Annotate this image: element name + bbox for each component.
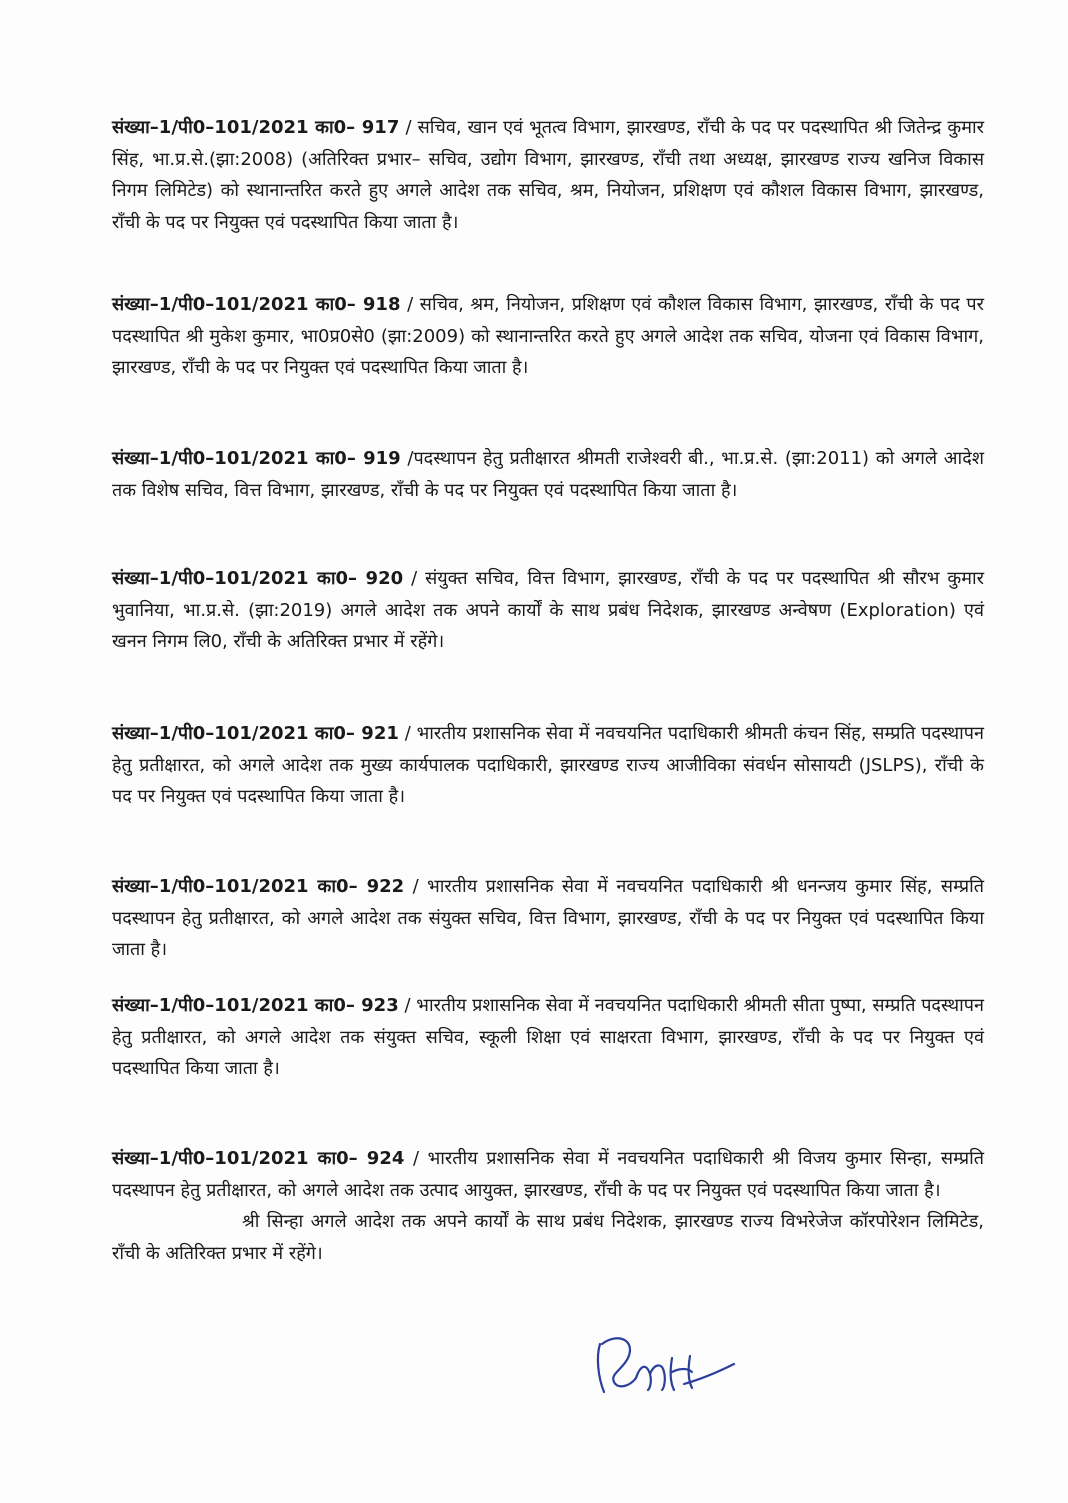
order-921 xyxy=(112,718,984,813)
order-919 xyxy=(112,443,984,506)
order-text: / भारतीय प्रशासनिक सेवा में नवचयनित पदाधिकारी श्री धनन्जय कुमार सिंह, सम्प्रति पदस्थापन हेतु प्रतीक्षारत, को अगले आदेश तक संयुक्त सचिव, वित्त विभाग, झारखण्ड, राँची के पद पर नियुक्त एवं पदस्थापित किया जाता है। xyxy=(112,876,984,960)
order-addendum: श्री सिन्हा अगले आदेश तक अपने कार्यों के साथ प्रबंध निदेशक, झारखण्ड राज्य विभरेजेज कॉरपोरेशन लिमिटेड, राँची के अतिरिक्त प्रभार में रहेंगे। xyxy=(112,1211,984,1264)
order-text: / संयुक्त सचिव, वित्त विभाग, झारखण्ड, राँची के पद पर पदस्थापित श्री सौरभ कुमार भुवानिया, भा.प्र.से. (झा:2019) अगले आदेश तक अपने कार्यों के साथ प्रबंध निदेशक, झारखण्ड अन्वेषण (Exploration) एवं खनन निगम लि0, राँची के अतिरिक्त प्रभार में रहेंगे। xyxy=(112,568,984,652)
order-reference: संख्या–1/पी0–101/2021 का0– 922 xyxy=(112,876,405,897)
order-text: / भारतीय प्रशासनिक सेवा में नवचयनित पदाधिकारी श्रीमती सीता पुष्पा, सम्प्रति पदस्थापन हेतु प्रतीक्षारत, को अगले आदेश तक संयुक्त सचिव, स्कूली शिक्षा एवं साक्षरता विभाग, झारखण्ड, राँची के पद पर नियुक्त एवं पदस्थापित किया जाता है। xyxy=(112,995,985,1079)
handwritten-signature xyxy=(588,1322,748,1402)
order-text: /पदस्थापन हेतु प्रतीक्षारत श्रीमती राजेश्वरी बी., भा.प्र.से. (झा:2011) को अगले आदेश तक विशेष सचिव, वित्त विभाग, झारखण्ड, राँची के पद पर नियुक्त एवं पदस्थापित किया जाता है। xyxy=(112,448,984,501)
order-923 xyxy=(112,990,984,1085)
order-reference: संख्या–1/पी0–101/2021 का0– 919 xyxy=(112,448,401,469)
order-text: / भारतीय प्रशासनिक सेवा में नवचयनित पदाधिकारी श्रीमती कंचन सिंह, सम्प्रति पदस्थापन हेतु प्रतीक्षारत, को अगले आदेश तक मुख्य कार्यपालक पदाधिकारी, झारखण्ड राज्य आजीविका संवर्धन सोसायटी (JSLPS), राँची के पद पर नियुक्त एवं पदस्थापित किया जाता है। xyxy=(112,723,984,807)
order-922 xyxy=(112,871,984,966)
order-reference: संख्या–1/पी0–101/2021 का0– 923 xyxy=(112,995,399,1016)
order-text: / सचिव, श्रम, नियोजन, प्रशिक्षण एवं कौशल विकास विभाग, झारखण्ड, राँची के पद पर पदस्थापित श्री मुकेश कुमार, भा0प्र0से0 (झा:2009) को स्थानान्तरित करते हुए अगले आदेश तक सचिव, योजना एवं विकास विभाग, झारखण्ड, राँची के पद पर नियुक्त एवं पदस्थापित किया जाता है। xyxy=(112,294,984,378)
order-917 xyxy=(112,112,984,238)
order-text: / भारतीय प्रशासनिक सेवा में नवचयनित पदाधिकारी श्री विजय कुमार सिन्हा, सम्प्रति पदस्थापन हेतु प्रतीक्षारत, को अगले आदेश तक उत्पाद आयुक्त, झारखण्ड, राँची के पद पर नियुक्त एवं पदस्थापित किया जाता है। xyxy=(112,1148,984,1201)
order-reference: संख्या–1/पी0–101/2021 का0– 920 xyxy=(112,568,404,589)
order-reference: संख्या–1/पी0–101/2021 का0– 917 xyxy=(112,117,400,138)
order-920 xyxy=(112,563,984,658)
order-924 xyxy=(112,1143,984,1269)
order-reference: संख्या–1/पी0–101/2021 का0– 924 xyxy=(112,1148,405,1169)
order-918 xyxy=(112,289,984,384)
order-reference: संख्या–1/पी0–101/2021 का0– 921 xyxy=(112,723,399,744)
order-text: / सचिव, खान एवं भूतत्व विभाग, झारखण्ड, राँची के पद पर पदस्थापित श्री जितेन्द्र कुमार सिंह, भा.प्र.से.(झा:2008) (अतिरिक्त प्रभार– सचिव, उद्योग विभाग, झारखण्ड, राँची तथा अध्यक्ष, झारखण्ड राज्य खनिज विकास निगम लिमिटेड) को स्थानान्तरित करते हुए अगले आदेश तक सचिव, श्रम, नियोजन, प्रशिक्षण एवं कौशल विकास विभाग, झारखण्ड, राँची के पद पर नियुक्त एवं पदस्थापित किया जाता है। xyxy=(112,117,985,233)
order-reference: संख्या–1/पी0–101/2021 का0– 918 xyxy=(112,294,401,315)
